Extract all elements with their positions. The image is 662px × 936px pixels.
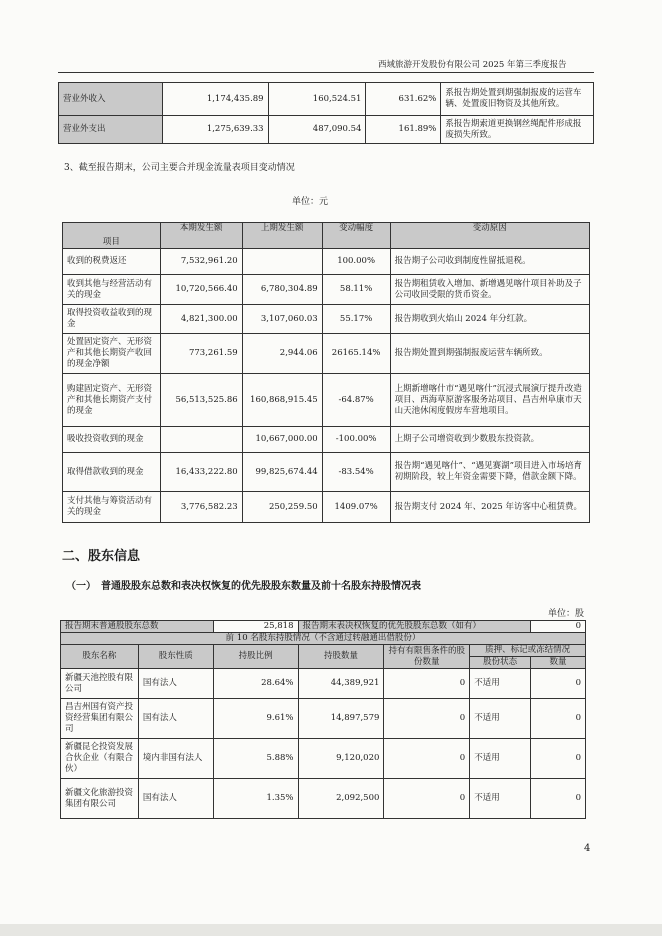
cell-current (160, 427, 242, 453)
cell-reason: 上期子公司增资收到少数股东投资款。 (390, 427, 589, 453)
shareholder-table (60, 620, 586, 819)
col-header-item: 项目 (63, 223, 161, 249)
table-header-row (63, 223, 590, 249)
cell-count: 0 (531, 669, 586, 699)
col-header-nature: 股东性质 (138, 645, 213, 669)
preferred-holders-value: 0 (531, 621, 586, 633)
table-row (61, 621, 586, 633)
cell-restricted: 0 (384, 779, 470, 819)
col-header-reason: 变动原因 (390, 223, 589, 249)
table-row (63, 427, 590, 453)
cell-restricted: 0 (384, 669, 470, 699)
cell-ratio: 28.64% (213, 669, 298, 699)
table-row (61, 779, 586, 819)
cell-change: 26165.14% (322, 334, 390, 374)
page-number: 4 (584, 843, 591, 854)
cell-status: 不适用 (470, 739, 531, 779)
cell-qty: 14,897,579 (298, 699, 384, 739)
col-header-status: 股份状态 (470, 657, 531, 669)
cell-status: 不适用 (470, 779, 531, 819)
cell-change: -64.87% (322, 374, 390, 427)
cell-restricted: 0 (384, 739, 470, 779)
table-row (63, 275, 590, 305)
income-items-table (58, 82, 594, 144)
row-item: 处置固定资产、无形资产和其他长期资产收回的现金净额 (63, 334, 161, 374)
cell-name: 昌吉州国有资产投资经营集团有限公司 (61, 699, 139, 739)
cell-ratio: 1.35% (213, 779, 298, 819)
table-row (63, 305, 590, 334)
cell-previous (242, 249, 322, 275)
cell-reason: 报告期处置到期强制报废运营车辆所致。 (390, 334, 589, 374)
row-item: 收到的税费返还 (63, 249, 161, 275)
row-item: 取得借款收到的现金 (63, 453, 161, 492)
cell-reason: 报告期支付 2024 年、2025 年访客中心租赁费。 (390, 492, 589, 523)
col-header-pledge: 质押、标记或冻结情况 (470, 645, 586, 657)
cell-nature: 国有法人 (138, 699, 213, 739)
col-header-name: 股东名称 (61, 645, 139, 669)
col-header-qty: 持股数量 (298, 645, 384, 669)
cell-restricted: 0 (384, 699, 470, 739)
cell-current: 773,261.59 (160, 334, 242, 374)
section-3-heading: 3、截至报告期末，公司主要合并现金流量表项目变动情况 (64, 163, 295, 173)
cell-qty: 44,389,921 (298, 669, 384, 699)
cell-nature: 境内非国有法人 (138, 739, 213, 779)
row-item: 吸收投资收到的现金 (63, 427, 161, 453)
table-row (63, 492, 590, 523)
unit-label-shares: 单位：股 (548, 609, 585, 619)
cell-nature: 国有法人 (138, 669, 213, 699)
cell-qty: 2,092,500 (298, 779, 384, 819)
cell-previous: 10,667,000.00 (242, 427, 322, 453)
cell-change: -83.54% (322, 453, 390, 492)
col-header-count: 数量 (531, 657, 586, 669)
table-row (63, 249, 590, 275)
top10-title: 前 10 名股东持股情况（不含通过转融通出借股份） (61, 633, 586, 645)
cell-previous: 6,780,304.89 (242, 275, 322, 305)
cell-previous: 250,259.50 (242, 492, 322, 523)
total-holders-label: 报告期末普通股股东总数 (61, 621, 214, 633)
cell-previous: 3,107,060.03 (242, 305, 322, 334)
cell-current: 56,513,525.86 (160, 374, 242, 427)
table-row (63, 334, 590, 374)
cell-name: 新疆昆仑投资发展合伙企业（有限合伙） (61, 739, 139, 779)
table-row (59, 83, 594, 116)
col-header-previous: 上期发生额 (242, 223, 322, 249)
row-item: 收到其他与经营活动有关的现金 (63, 275, 161, 305)
table-row (61, 633, 586, 645)
cell-previous: 2,944.06 (242, 334, 322, 374)
cell-current: 4,821,300.00 (160, 305, 242, 334)
cell-change: 1409.07% (322, 492, 390, 523)
page-header: 西域旅游开发股份有限公司 2025 年第三季度报告 (378, 60, 567, 70)
cell-reason: 系报告期索道更换钢丝绳配件形成报废损失所致。 (441, 116, 594, 144)
scan-edge (0, 924, 662, 936)
cell-reason: 报告期子公司收到制度性留抵退税。 (390, 249, 589, 275)
cell-change: 100.00% (322, 249, 390, 275)
cell-current: 16,433,222.80 (160, 453, 242, 492)
cell-change: 55.17% (322, 305, 390, 334)
cell-change: -100.00% (322, 427, 390, 453)
row-item: 支付其他与筹资活动有关的现金 (63, 492, 161, 523)
table-row (61, 739, 586, 779)
col-header-current: 本期发生额 (160, 223, 242, 249)
col-header-change: 变动幅度 (322, 223, 390, 249)
section-title: 二、股东信息 (62, 549, 141, 564)
cell-count: 0 (531, 779, 586, 819)
cell-reason: 报告期收到火焰山 2024 年分红款。 (390, 305, 589, 334)
table-row (63, 453, 590, 492)
cell-change: 58.11% (322, 275, 390, 305)
subsection-title: （一） 普通股股东总数和表决权恢复的优先股股东数量及前十名股东持股情况表 (66, 581, 421, 592)
row-item: 取得投资收益收到的现金 (63, 305, 161, 334)
cell-count: 0 (531, 739, 586, 779)
cell-ratio: 5.88% (213, 739, 298, 779)
cell-name: 新疆文化旅游投资集团有限公司 (61, 779, 139, 819)
cell-reason: 报告期租赁收入增加、新增遇见喀什项目补助及子公司收回受限的货币资金。 (390, 275, 589, 305)
cell-nature: 国有法人 (138, 779, 213, 819)
cell-change: 631.62% (366, 83, 441, 116)
cell-reason: 报告期“遇见喀什”、“遇见赛湖”项目进入市场培育初期阶段，较上年资金需要下降，借款金额下降。 (390, 453, 589, 492)
cell-reason: 系报告期处置到期强制报废的运营车辆、处置废旧物资及其他所致。 (441, 83, 594, 116)
row-item: 购建固定资产、无形资产和其他长期资产支付的现金 (63, 374, 161, 427)
cell-status: 不适用 (470, 669, 531, 699)
cell-reason: 上期新增喀什市“遇见喀什”沉浸式展演厅提升改造项目、西海草原游客服务站项目、昌吉州阜康市天山天池休闲度假房车营地项目。 (390, 374, 589, 427)
unit-label: 单位：元 (292, 197, 329, 207)
cell-change: 161.89% (366, 116, 441, 144)
row-item: 营业外收入 (59, 83, 163, 116)
cell-previous: 160,868,915.45 (242, 374, 322, 427)
table-row (61, 669, 586, 699)
cell-previous: 99,825,674.44 (242, 453, 322, 492)
cell-qty: 9,120,020 (298, 739, 384, 779)
col-header-ratio: 持股比例 (213, 645, 298, 669)
preferred-holders-label: 报告期末表决权恢复的优先股股东总数（如有） (298, 621, 531, 633)
cell-status: 不适用 (470, 699, 531, 739)
cell-count: 0 (531, 699, 586, 739)
col-header-restricted: 持有有限售条件的股份数量 (384, 645, 470, 669)
cell-current: 1,174,435.89 (162, 83, 268, 116)
total-holders-value: 25,818 (213, 621, 298, 633)
table-row (63, 374, 590, 427)
table-row (59, 116, 594, 144)
header-rule (58, 72, 594, 73)
row-item: 营业外支出 (59, 116, 163, 144)
cell-current: 1,275,639.33 (162, 116, 268, 144)
table-header-row (61, 645, 586, 657)
cell-name: 新疆天池控股有限公司 (61, 669, 139, 699)
cell-ratio: 9.61% (213, 699, 298, 739)
cashflow-table (62, 222, 590, 523)
table-row (61, 699, 586, 739)
cell-current: 10,720,566.40 (160, 275, 242, 305)
cell-current: 3,776,582.23 (160, 492, 242, 523)
cell-previous: 487,090.54 (268, 116, 366, 144)
cell-previous: 160,524.51 (268, 83, 366, 116)
cell-current: 7,532,961.20 (160, 249, 242, 275)
